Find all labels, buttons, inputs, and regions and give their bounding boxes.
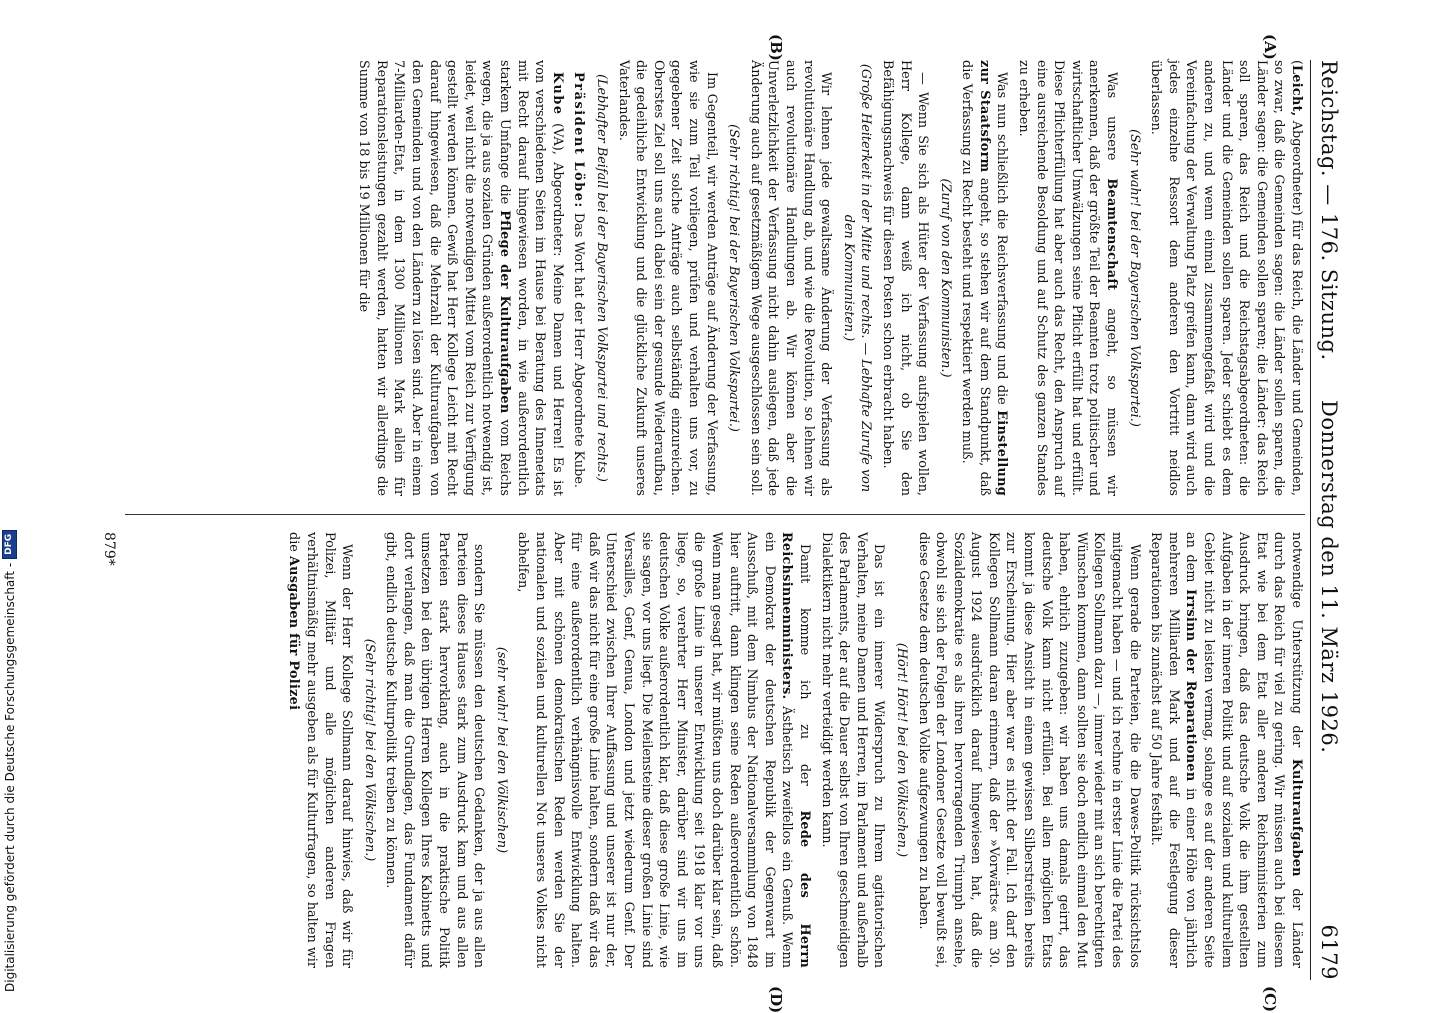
interjection: (Sehr wahr! bei der Bayerischen Volkspartei.) (1126, 129, 1142, 427)
text-run: angeht, so müssen wir anerkennen, daß der größte Teil der Beamten trotz politischer und wirtschaftlicher Umwälzungen seine Pflicht erfüllt hat und erfüllt. Diese Pflichterfüllung hat aber auch das Recht, den Anspruch auf eine ausreichende Besoldung und auf Schutz des ganzen Standes zu erheben. (1016, 60, 1120, 496)
paragraph: sondern Sie müssen den deutschen Gedanken, der ja aus allen Parteien dieses Hauses stark zum Ausdruck kam und aus allen Parteien stark hervorklang, auch in die praktische Politik umsetzen bei den übrigen Herren Kollegen Ihres Kabinetts und dort verlangen, daß man die Grundlagen, das Fundament dafür gibt, endlich deutsche Kulturpolitik treiben zu können. (383, 532, 487, 968)
speaker-name: Leicht, (1289, 65, 1304, 117)
interjection: (Zuruf von den Kommunisten.) (937, 178, 953, 378)
rotated-document-page (85, 34, 1345, 1013)
credit-text: Digitalisierung gefördert durch die Deutsche Forschungsgemeinschaft - (2, 562, 17, 992)
paragraph (570, 60, 588, 496)
paragraph: Wir lehnen jede gewaltsame Änderung der Verfassung als revolutionäre Handlung ab, und wie die Revolution, so lehnen wir auch revolutionäre Handlungen ab. Wir können aber die Unverletzlichkeit der Verfassung nicht dahin auslegen, daß jede Änderung auch auf gesetzmäßigem Wege ausgeschlossen sein soll. (747, 60, 834, 496)
text-run: der Länder durch das Reich für viel zu gering. Wir müssen auch bei diesem Etat wie bei dem Etat aller anderen Reichsministerien zum Ausdruck bringen, daß das deutsche Volk die ihm gestellten Aufgaben in der inneren Politik und auf sozialem und kulturellem Gebiet nicht zu leisten vermag, solange es auf der anderen Seite an dem (1183, 532, 1304, 969)
interjection: (Sehr richtig! bei der Bayerischen Volkspartei.) (726, 124, 742, 432)
emphasis: Rede des Herrn Reichsinnenministers. (779, 532, 812, 968)
dfg-logo-icon: DFG (2, 530, 17, 559)
digitization-credit (2, 530, 17, 992)
text-run: Wenn der Herr Kollege Sollmann darauf hinwies, daß wir für Polizei, Militär und alle möglichen anderen Fragen verhältnismäßig mehr ausgeben als für Kulturfragen, so halten wir die (286, 532, 355, 968)
interjection: (sehr wahr! bei den Völkischen) (493, 646, 509, 854)
emphasis: Kulturaufgaben (1289, 758, 1304, 877)
emphasis: Irrsinn der Reparationen (1183, 589, 1199, 782)
paragraph (1147, 532, 1305, 968)
paragraph: Wenn gerade die Parteien, die die Dawes-Politik rücksichtslos mitgemacht haben — und ich rechne in erster Linie die Partei des Kollegen Sollmann dazu —, immer wieder mit an sich berechtigten Wünschen kommen, dann sollten sie doch endlich einmal den Mut haben, ehrlich zuzugeben: wir haben uns damals geirrt, das deutsche Volk kann nicht erfüllen. Bei allen möglichen Etats kommt ja diese Ansicht in einem gewissen Silberstreifen bereits zur Erscheinung. Hier aber war es nicht der Fall. Ich darf den Kollegen Sollmann daran erinnern, daß der »Vorwärts« am 30. August 1924 ausdrücklich darauf hingewiesen hat, daß die Sozialdemokratie es als ihren hervorragenden Triumph ansehe, obwohl sie sich der Folgen der Londoner Gesetze voll bewußt sei, diese Gesetze dem deutschen Volke aufgezwungen zu haben. (915, 532, 1142, 968)
paragraph (285, 532, 355, 968)
interjection: (Große Heiterkeit in der Mitte und rechts. — Lebhafte Zurufe von den Kommunisten.) (840, 63, 874, 493)
right-column (281, 532, 1305, 968)
speaker-role: (VA), Abgeordneter: (549, 123, 565, 257)
paragraph (355, 60, 566, 496)
margin-marker-a: (A) (1261, 34, 1279, 60)
left-column (351, 60, 1305, 496)
paragraph: — Wenn Sie sich als Hüter der Verfassung aufspielen wollen, Herr Kollege, dann weiß ich nicht, ob Sie den Befähigungsnachweis für diesen Posten schon erbracht haben. (879, 60, 931, 496)
emphasis: Ausgaben für Polizei (286, 555, 302, 711)
paragraph (514, 532, 813, 968)
sheet-number: 879* (101, 532, 117, 566)
text-run: Damit komme ich zu der (796, 544, 812, 786)
text-run: Das Wort hat der Herr Abgeordnete Kube. (571, 212, 587, 488)
text-run: vom Reichs wegen, die ja aus sozialen Gründen außerordentlich notwendig ist, leidet, weil nicht die notwendigen Mittel vom Reich zur Verfügung gestellt werden können. Gewiß hat Herr Kollege Leicht mit Recht darauf hingewiesen, daß die Mehrzahl der Kulturaufgaben von den Gemeinden und von den Ländern zu lösen sind. Aber in einem 7-Milliarden-Etat, in dem 1300 Millionen Mark allein für Reparationsleistungen gezahlt werden, hatten wir allerdings die Summe von 18 bis 19 Millionen für die (356, 60, 513, 496)
header-page-number: 6179 (1317, 924, 1341, 980)
text-run: notwendige Unterstützung der (1289, 532, 1304, 748)
header-date: Donnerstag den 11. März 1926. (1317, 400, 1341, 754)
text-run: Ästhetisch zweifellos ein Genuß. Wenn ein Demokrat der deutschen Republik der Gegenwart im Ausschuß, mit dem Nimbus der Nationalversammlung von 1848 hier auftritt, dann klingen seine Reden außerordentlich schön. Wenn man gesagt hat, wir müßten uns doch darüber klar sein, daß die große Linie in unserer Entwicklung seit 1918 klar vor uns liege, so, verehrter Herr Minister, darüber sind wir uns im deutschen Volke außerordentlich klar, daß diese große Linie, wie sie sagen, vor uns liegt. Die Meilensteine dieser großen Linie sind Versailles, Genf, Genua, London und jetzt wiederum Genf. Der Unterschied zwischen Ihrer Auffassung und unserer ist nur der, daß wir das nicht für eine große Linie halten, sondern daß wir das für eine außerordentlich verhängnisvolle Entwicklung halten. Aber mit schönen demokratischen Reden werden Sie der nationalen und sozialen und kulturellen Not unseres Volkes nicht abhelfen, (515, 532, 795, 968)
paragraph (1015, 60, 1121, 496)
text-run: Meine Damen und Herren! Es ist von verschiedenen Seiten im Hause bei Beratung des Innenetats mit Recht darauf hingewiesen worden, in wie außerordentlich starkem Umfange die (497, 60, 565, 497)
text-run: in einer Höhe von jährlich mehreren Milliarden Mark und auf die Festlegung dieser Reparationen bis zunächst auf 50 Jahre festhält. (1148, 532, 1199, 969)
header-rule (1310, 60, 1311, 980)
paragraph: Das ist ein innerer Widerspruch zu Ihrem agitatorischen Verhalten, meine Damen und Herren, im Parlament und außerhalb des Parlaments, der auf die Dauer selbst von Ihren geschmeidigen Dialektikern nicht mehr verteidigt werden kann. (818, 532, 887, 968)
margin-marker-b: (B) (767, 34, 785, 61)
interjection: (Lebhafter Beifall bei der Bayerischen Volkspartei und rechts.) (594, 74, 610, 482)
margin-marker-c: (C) (1261, 986, 1279, 1013)
emphasis: Beamtenschaft (1104, 178, 1120, 291)
interjection: (Hört! Hört! bei den Völkischen.) (893, 642, 909, 858)
emphasis: Einstellung zur Staatsform (976, 60, 1010, 496)
emphasis: Pflege der Kulturaufgaben (497, 210, 513, 414)
paragraph (958, 60, 1011, 496)
text-run: angeht, so stehen wir auf dem Standpunkt, daß die Verfassung zu Recht besteht und respektiert werden muß. (959, 60, 992, 497)
paragraph: Im Gegenteil, wir werden Anträge auf Änderung der Verfassung, wie sie zum Teil vorliegen, prüfen und verhalten uns vor, zu gegebener Zeit solche Anträge auch selbständig einzureichen. Oberstes Ziel soll uns auch dabei sein der gesunde Wiederaufbau, die gedeihliche Entwicklung und die glückliche Zukunft unseres Vaterlandes. (615, 60, 719, 496)
speaker-name: Präsident Löbe: (571, 72, 587, 209)
speaker-role: Abgeordneter) (1289, 120, 1304, 216)
interjection: (Sehr richtig! bei den Völkischen.) (361, 638, 377, 862)
paragraph: (Leicht, Abgeordneter) für das Reich, die Länder und Gemeinden, so zwar, daß die Gemeinden sagen: die Länder sollen sparen, die Länder sagen: die Gemeinden sollen sparen; die Länder: das Reich soll sparen, das Reich und die Reichstagsabgeordneten: die Länder und die Gemeinden sollen sparen. Jeder schiebt es dem anderen zu, und wenn einmal zusammengefaßt wird und die Vereinfachung der Verwaltung Platz greifen kann, dann wird auch jedes einzelne Ressort dem anderen den Vortritt neidlos überlassen. (1148, 60, 1304, 496)
paragraph-text: für das Reich, die Länder und Gemeinden, so zwar, daß die Gemeinden sagen: die Länder sollen sparen, die Länder sagen: die Gemeinden sollen sparen; die Länder: das Reich soll sparen, das Reich und die Reichstagsabgeordneten: die Länder und die Gemeinden sollen sparen. Jeder schiebt es dem anderen zu, und wenn einmal zusammengefaßt wird und die Vereinfachung der Verwaltung Platz greifen kann, dann wird auch jedes einzelne Ressort dem anderen den Vortritt neidlos überlassen. (1148, 60, 1304, 496)
speaker-name: Kube (549, 72, 565, 116)
page-header (1311, 60, 1345, 980)
margin-marker-d: (D) (767, 986, 785, 1013)
text-run: Was unsere (1104, 72, 1120, 161)
header-title: Reichstag. — 176. Sitzung. (1317, 60, 1341, 361)
column-divider (125, 514, 1305, 515)
text-run: Was nun schließlich die Reichsverfassung und die (994, 72, 1010, 405)
